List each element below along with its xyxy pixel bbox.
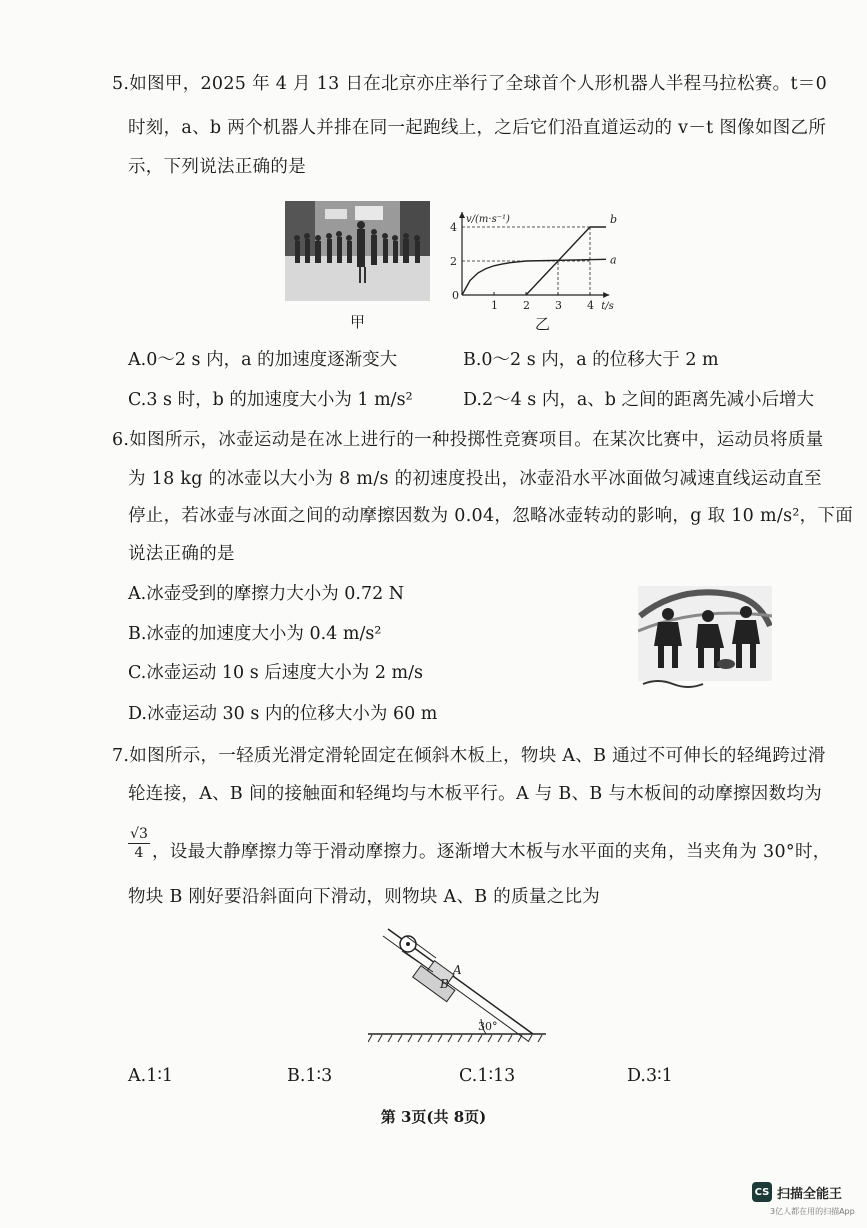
page-footer: 第 3页(共 8页) [380, 1108, 487, 1126]
q5-option-b: B.0～2 s 内，a 的位移大于 2 m [463, 350, 719, 370]
q5-option-d: D.2～4 s 内，a、b 之间的距离先减小后增大 [463, 390, 815, 410]
y-tick-label: 2 [450, 255, 457, 268]
q5-stem-line-2: 时刻，a、b 两个机器人并排在同一起跑线上，之后它们沿直道运动的 v－t 图像如图乙所 [128, 118, 827, 138]
series-a-line [462, 259, 606, 295]
x-tick-label: 4 [587, 299, 594, 312]
fig-jia-caption: 甲 [350, 313, 366, 331]
q5-stem-line-3: 示，下列说法正确的是 [128, 157, 306, 177]
q7-stem-line-2: 轮连接，A、B 间的接触面和轻绳均与木板平行。A 与 B、B 与木板间的动摩擦因数均为 [128, 784, 823, 804]
q6-option-a: A.冰壶受到的摩擦力大小为 0.72 N [128, 584, 405, 604]
block-a-label: A [453, 963, 462, 977]
q7-option-c: C.1∶13 [459, 1066, 516, 1086]
marathon-photo [285, 201, 430, 301]
incline-diagram [368, 922, 548, 1044]
x-tick-label: 2 [523, 299, 530, 312]
y-tick-label: 4 [450, 221, 457, 234]
scanner-logo-icon: CS [752, 1182, 772, 1202]
q5-option-c: C.3 s 时，b 的加速度大小为 1 m/s² [128, 390, 413, 410]
q6-stem-line-1: 6.如图所示，冰壶运动是在冰上进行的一种投掷性竞赛项目。在某次比赛中，运动员将质量 [112, 430, 824, 450]
q6-option-d: D.冰壶运动 30 s 内的位移大小为 60 m [128, 704, 438, 724]
friction-coefficient-fraction [128, 826, 150, 861]
fraction-numerator: √3 [128, 826, 150, 844]
q6-option-c: C.冰壶运动 10 s 后速度大小为 2 m/s [128, 663, 423, 683]
x-tick-label: 3 [555, 299, 562, 312]
y-axis-label: v/(m·s⁻¹) [466, 214, 510, 225]
q6-stem-line-2: 为 18 kg 的冰壶以大小为 8 m/s 的初速度投出，冰壶沿水平冰面做匀减速直线运动直至 [128, 469, 822, 489]
x-axis-arrow-icon [603, 292, 609, 298]
q6-option-b: B.冰壶的加速度大小为 0.4 m/s² [128, 624, 382, 644]
q7-stem-line-4: 物块 B 刚好要沿斜面向下滑动，则物块 A、B 的质量之比为 [128, 887, 601, 907]
origin-label: 0 [452, 289, 459, 302]
q6-stem-line-3: 停止，若冰壶与冰面之间的动摩擦因数为 0.04，忽略冰壶转动的影响，g 取 10 m/s²，下面 [128, 506, 854, 526]
q6-stem-line-4: 说法正确的是 [128, 544, 235, 564]
fig-yi-caption: 乙 [535, 315, 551, 333]
q7-option-b: B.1∶3 [287, 1066, 333, 1086]
q7-stem-line-1: 7.如图所示，一轻质光滑定滑轮固定在倾斜木板上，物块 A、B 通过不可伸长的轻绳跨过滑 [112, 746, 826, 766]
y-axis-arrow-icon [459, 212, 465, 218]
q7-option-a: A.1∶1 [128, 1066, 174, 1086]
x-tick-label: 1 [491, 299, 498, 312]
series-a-label: a [610, 253, 617, 267]
q5-stem-line-1: 5.如图甲，2025 年 4 月 13 日在北京亦庄举行了全球首个人形机器人半程马拉松赛。t＝0 [112, 74, 828, 94]
vt-chart [440, 194, 640, 312]
q7-option-d: D.3∶1 [627, 1066, 673, 1086]
q5-option-a: A.0～2 s 内，a 的加速度逐渐变大 [128, 350, 398, 370]
fraction-denominator: 4 [134, 845, 144, 861]
scanner-name: 扫描全能王 [777, 1186, 843, 1202]
curling-photo [638, 586, 772, 690]
x-axis-label: t/s [601, 301, 614, 312]
series-b-label: b [610, 213, 618, 226]
q7-stem-line-3: ，设最大静摩擦力等于滑动摩擦力。逐渐增大木板与水平面的夹角，当夹角为 30°时， [152, 842, 831, 862]
block-b-label: B [440, 977, 449, 991]
angle-label: 30° [478, 1020, 498, 1033]
scanner-brand [752, 1182, 842, 1202]
scanner-tagline: 3亿人都在用的扫描App [770, 1207, 855, 1216]
